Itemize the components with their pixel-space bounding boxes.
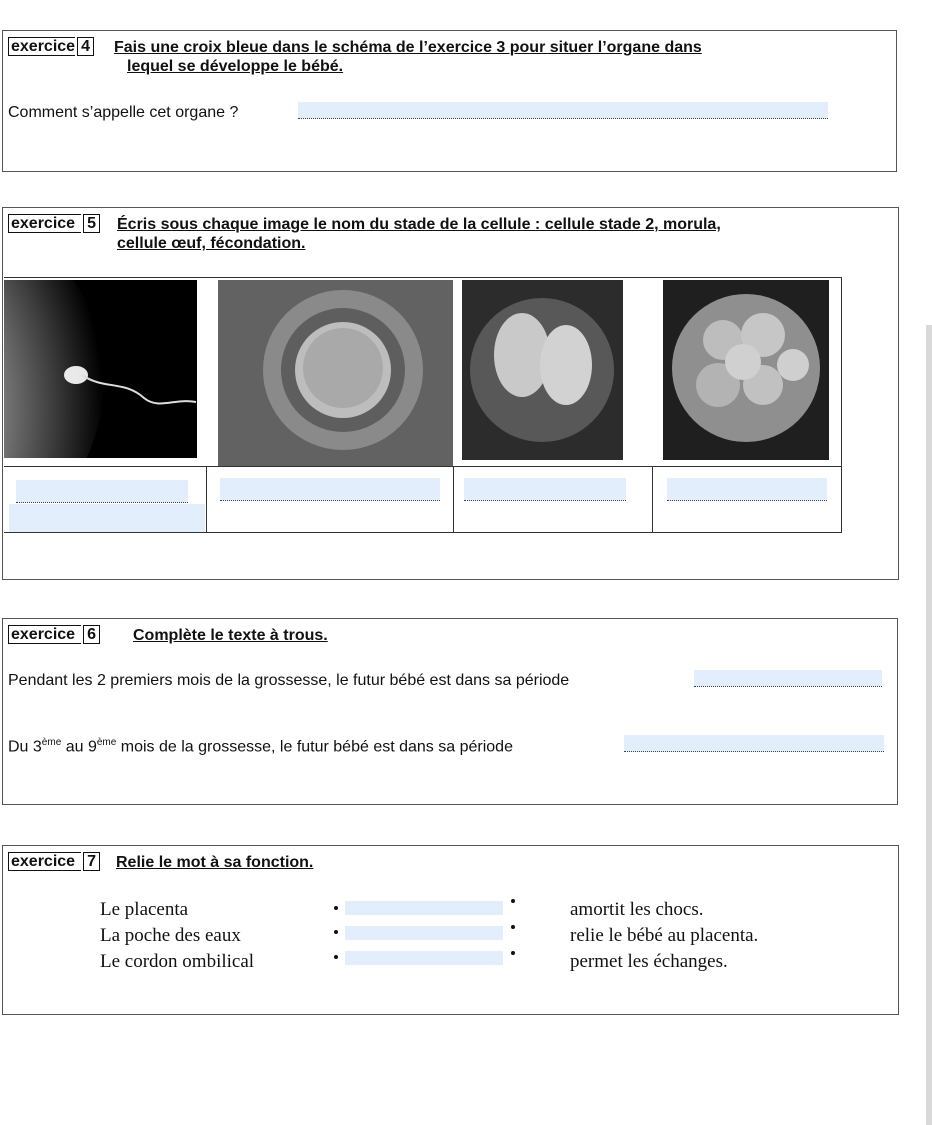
exercise-6-sentence-2: Du 3ème au 9ème mois de la grossesse, le futur bébé est dans sa période <box>8 737 513 756</box>
function-exchanges: permet les échanges. <box>570 951 728 972</box>
fertilization-image <box>4 280 197 458</box>
two-cell-drawing <box>462 280 623 460</box>
exercise-6-instruction: Complète le texte à trous. <box>133 627 328 644</box>
organ-answer-field[interactable] <box>298 102 828 119</box>
exercise-4-number: 4 <box>77 37 94 56</box>
morula-drawing <box>663 280 829 460</box>
image-4-answer-field[interactable] <box>667 478 827 501</box>
exercise-4-question: Comment s’appelle cet organe ? <box>8 104 239 121</box>
term-umbilical-cord: Le cordon ombilical <box>100 951 255 972</box>
period-2-answer-field[interactable] <box>624 735 884 752</box>
image-1-answer-field[interactable] <box>16 480 188 503</box>
exercise-6-label: exercice 6 <box>8 626 100 644</box>
link-field-3[interactable] <box>345 951 503 965</box>
left-dot-3[interactable] <box>334 955 338 959</box>
exercise-6-box <box>2 618 898 805</box>
right-dot-2[interactable] <box>511 925 515 929</box>
term-placenta: Le placenta <box>100 899 189 920</box>
image-3-answer-field[interactable] <box>464 478 626 501</box>
term-amniotic-sac: La poche des eaux <box>100 925 241 946</box>
two-cell-stage-image <box>462 280 623 460</box>
egg-cell-image <box>218 280 453 466</box>
right-dot-1[interactable] <box>511 899 515 903</box>
exercise-5-number: 5 <box>83 214 100 233</box>
grid-divider-3 <box>652 466 653 533</box>
exercise-6-number: 6 <box>83 625 100 644</box>
grid-divider-2 <box>453 466 454 533</box>
exercise-4-label: exercice 4 <box>8 38 94 56</box>
grid-hline <box>4 466 842 467</box>
exercise-5-label: exercice 5 <box>8 215 100 233</box>
image-2-answer-field[interactable] <box>220 478 440 501</box>
left-dot-2[interactable] <box>334 930 338 934</box>
right-dot-3[interactable] <box>511 951 515 955</box>
exercise-5-instruction: Écris sous chaque image le nom du stade de la cellule : cellule stade 2, morula, cellule œuf, fécondation. <box>117 216 721 252</box>
image-1-answer-extra <box>9 504 205 532</box>
period-1-answer-field[interactable] <box>694 670 882 687</box>
exercise-7-label: exercice 7 <box>8 853 100 871</box>
grid-divider-1 <box>206 466 207 533</box>
link-field-2[interactable] <box>345 926 503 940</box>
function-cushions: amortit les chocs. <box>570 899 704 920</box>
exercise-7-instruction: Relie le mot à sa fonction. <box>116 854 314 871</box>
link-field-1[interactable] <box>345 901 503 915</box>
left-dot-1[interactable] <box>334 906 338 910</box>
exercise-4-instruction: Fais une croix bleue dans le schéma de l’exercice 3 pour situer l’organe dans lequel se développe le bébé. <box>114 39 702 75</box>
egg-cell-drawing <box>218 280 453 466</box>
morula-image <box>663 280 829 460</box>
function-links: relie le bébé au placenta. <box>570 925 759 946</box>
fertilization-drawing <box>4 280 197 458</box>
exercise-6-sentence-1: Pendant les 2 premiers mois de la grossesse, le futur bébé est dans sa période <box>8 672 570 689</box>
exercise-7-number: 7 <box>83 852 100 871</box>
scrollbar[interactable] <box>926 325 932 1125</box>
